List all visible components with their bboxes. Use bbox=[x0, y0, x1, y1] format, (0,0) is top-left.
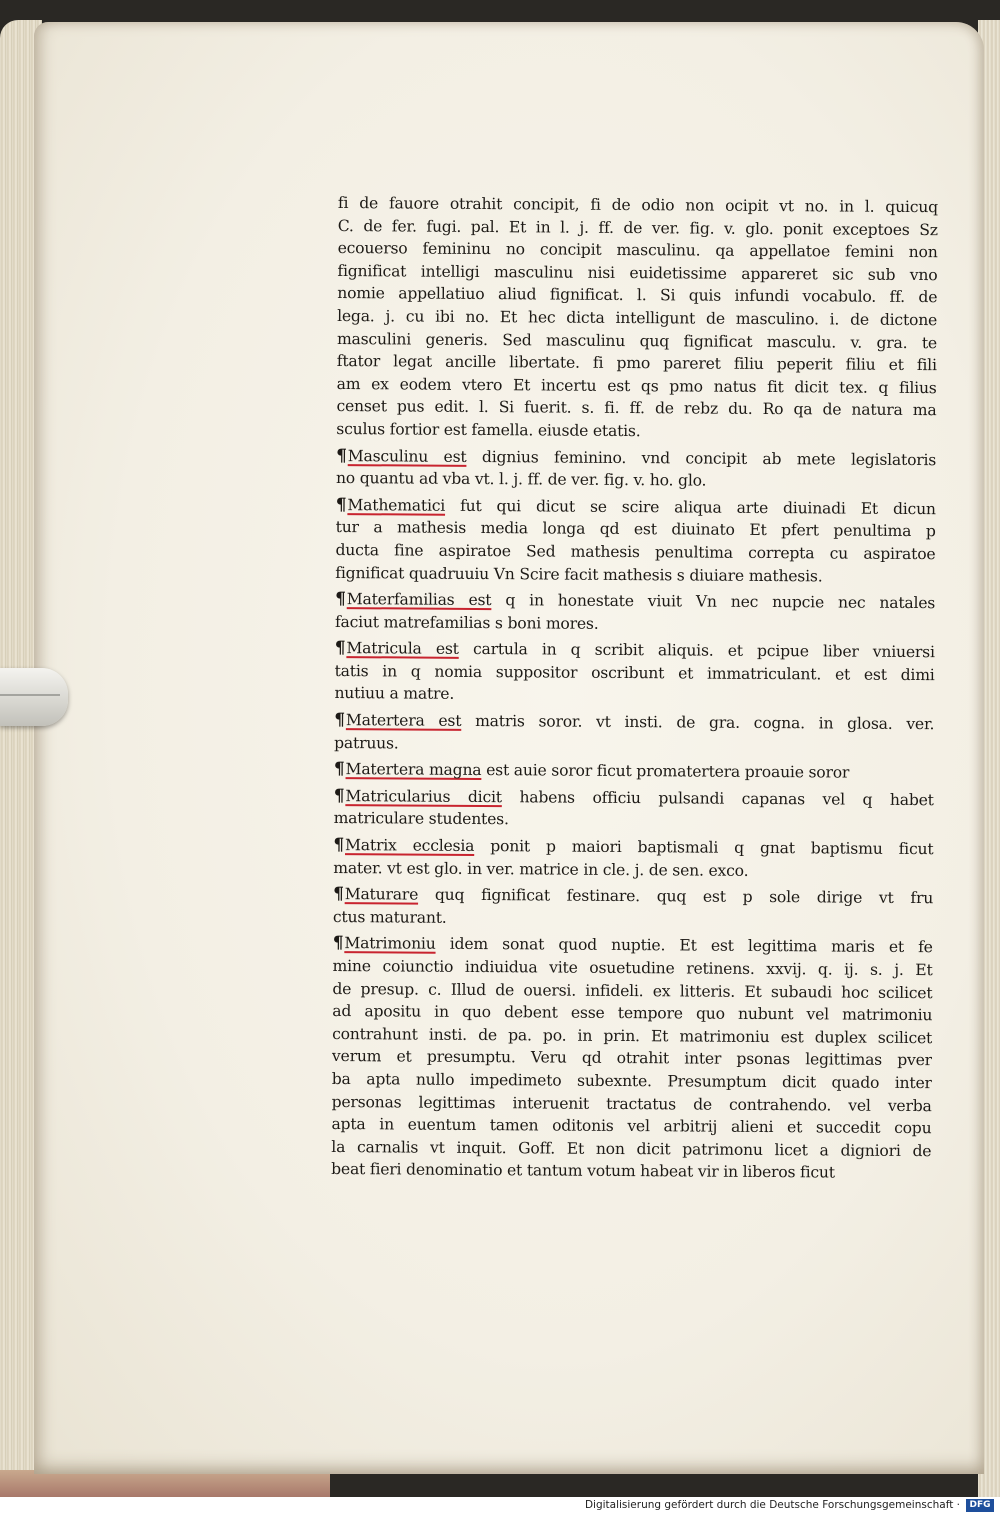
entry-headword: Matrix ecclesia bbox=[345, 836, 475, 855]
entry-headword: Mathematici bbox=[347, 495, 446, 515]
line-text: nutiuu a matre. bbox=[334, 684, 455, 704]
line-text: fignificat quadruuiu Vn Scire facit mathesis s diuiare mathesis. bbox=[335, 563, 823, 585]
line-text: de presup. c. Illud de ouersi. infideli. ex litteris. Et subaudi hoc scilicet bbox=[332, 979, 933, 1002]
line-text: personas legittimas interuenit tractatus de contrahendo. vel verba bbox=[331, 1092, 932, 1115]
line-text: no quantu ad vba vt. l. j. ff. de ver. fig. v. ho. glo. bbox=[335, 469, 707, 490]
line-text: fignificat intelligi masculinu nisi euidetissime appareret sic sub vno bbox=[337, 261, 938, 284]
line-text: apta in euentum tamen oditonis vel arbitrij alieni et succedit copu bbox=[331, 1115, 932, 1138]
line-text: fi de fauore otrahit concipit, fi de odio non ocipit vt no. in l. quicuq bbox=[337, 193, 938, 217]
pilcrow-mark: ¶ bbox=[333, 884, 344, 905]
line-text: lega. j. cu ibi no. Et hec dicta intelligunt de masculino. i. de dictone bbox=[337, 306, 938, 330]
line-text: mater. vt est glo. in ver. matrice in cle. j. de sen. exco. bbox=[333, 858, 749, 880]
entry-headword: Matertera est bbox=[345, 711, 462, 730]
entry-headword: Matricularius dicit bbox=[345, 786, 502, 807]
text-line bbox=[335, 611, 935, 638]
line-text: beat fieri denominatio et tantum votum habeat vir in liberos ficut bbox=[331, 1160, 835, 1182]
text-line bbox=[331, 1158, 931, 1185]
line-text: patruus. bbox=[334, 733, 399, 753]
line-text: ftator legat ancille libertate. fi pmo pareret filiu peperit filiu et fili bbox=[336, 352, 937, 375]
line-text: nomie appellatiuo aliud fignificat. l. Si quis infundi vocabulo. ff. de bbox=[337, 284, 938, 307]
line-text: ponit p maiori baptismali q gnat baptismu ficut bbox=[474, 836, 934, 859]
line-text: verum et presumptu. Veru qd otrahit inter psonas legittimas pver bbox=[331, 1047, 933, 1070]
dfg-logo: DFG bbox=[966, 1499, 994, 1512]
entry-headword: Matertera magna bbox=[345, 760, 482, 780]
line-text: cartula in q scribit aliquis. et pcipue liber vniuersi bbox=[458, 640, 935, 662]
line-text: contrahunt insti. de pa. po. in prin. Et matrimoniu est duplex scilicet bbox=[332, 1024, 933, 1047]
line-text: q in honestate viuit Vn nec nupcie nec natales bbox=[491, 591, 936, 613]
line-text: mine coiunctio indiuidua vite osuetudine retinens. xxvij. q. ij. s. j. Et bbox=[332, 956, 933, 980]
line-text: tatis in q nomia suppositor oscribunt et immatriculant. et est dimi bbox=[334, 661, 935, 685]
line-text: idem sonat quod nuptie. Et est legittima maris et fe bbox=[435, 935, 933, 957]
line-text: est auie soror ficut promatertera proauie soror bbox=[481, 761, 850, 782]
text-line bbox=[336, 418, 936, 445]
text-line bbox=[333, 857, 933, 884]
line-text: tur a mathesis media longa qd est diuinato Et pfert penultima p bbox=[335, 518, 936, 541]
entry-headword: Matricula est bbox=[346, 639, 459, 659]
text-line bbox=[334, 758, 934, 785]
footer-bar bbox=[0, 1497, 1000, 1515]
text-line bbox=[333, 906, 933, 933]
line-text: habens officiu pulsandi capanas vel q habet bbox=[501, 788, 934, 810]
printed-text-block bbox=[331, 192, 938, 1185]
entry-headword: Materfamilias est bbox=[346, 590, 492, 610]
line-text: censet pus edit. l. Si fuerit. s. fi. ff. de rebz du. Ro qa de natura ma bbox=[336, 397, 937, 420]
pilcrow-mark: ¶ bbox=[334, 638, 346, 659]
text-line bbox=[334, 807, 934, 834]
pilcrow-mark: ¶ bbox=[334, 710, 346, 731]
pilcrow-mark: ¶ bbox=[336, 445, 347, 466]
text-line bbox=[334, 682, 934, 709]
line-text: ad apositu in quo debent esse tempore quo nubunt vel matrimoniu bbox=[332, 1002, 933, 1025]
line-text: dignius feminino. vnd concipit ab mete legislatoris bbox=[466, 447, 937, 469]
line-text: am ex eodem vtero Et incertu est qs pmo natus fit dicit tex. q filius bbox=[336, 374, 937, 397]
line-text: C. de fer. fugi. pal. Et in l. j. ff. de ver. fig. v. glo. ponit exceptoes Sz bbox=[337, 216, 938, 239]
page-clip-edge bbox=[0, 694, 60, 696]
page-clip bbox=[0, 668, 68, 726]
line-text: ducta fine aspiratoe Sed mathesis penultima correpta cu aspiratoe bbox=[335, 540, 936, 564]
line-text: quq fignificat festinare. quq est p sole dirige vt fru bbox=[418, 885, 934, 908]
pilcrow-mark: ¶ bbox=[335, 494, 347, 515]
footer-credit: Digitalisierung gefördert durch die Deutsche Forschungsgemeinschaft · bbox=[584, 1499, 960, 1511]
text-line bbox=[336, 467, 936, 494]
line-text: matris soror. vt insti. de gra. cogna. in glosa. ver. bbox=[461, 711, 935, 734]
line-text: ba apta nullo impedimeto subexnte. Presumptum dicit quado inter bbox=[331, 1069, 932, 1093]
pilcrow-mark: ¶ bbox=[335, 589, 346, 610]
pilcrow-mark: ¶ bbox=[333, 759, 345, 780]
line-text: masculini generis. Sed masculinu quq fignificat masculu. v. gra. te bbox=[336, 329, 938, 352]
line-text: fut qui dicut se scire aliqua arte diuinadi Et dicun bbox=[445, 496, 936, 518]
pilcrow-mark: ¶ bbox=[333, 785, 345, 806]
text-line bbox=[334, 709, 934, 736]
binding-edge bbox=[0, 1470, 330, 1497]
entry-headword: Masculinu est bbox=[347, 446, 467, 466]
entry-headword: Matrimoniu bbox=[344, 934, 436, 954]
line-text: sculus fortior est famella. eiusde etatis. bbox=[336, 419, 641, 441]
entry-headword: Maturare bbox=[344, 885, 419, 904]
line-text: matriculare studentes. bbox=[333, 809, 509, 829]
line-text: ecouerso femininu no concipit masculinu. qa appellatoe femini non bbox=[337, 239, 938, 262]
pilcrow-mark: ¶ bbox=[332, 933, 344, 954]
pilcrow-mark: ¶ bbox=[333, 835, 345, 856]
line-text: faciut matrefamilias s boni mores. bbox=[334, 612, 599, 633]
line-text: ctus maturant. bbox=[332, 907, 447, 927]
line-text: la carnalis vt inquit. Goff. Et non dicit patrimonu licet a digniori de bbox=[331, 1137, 932, 1160]
text-line bbox=[335, 561, 935, 588]
